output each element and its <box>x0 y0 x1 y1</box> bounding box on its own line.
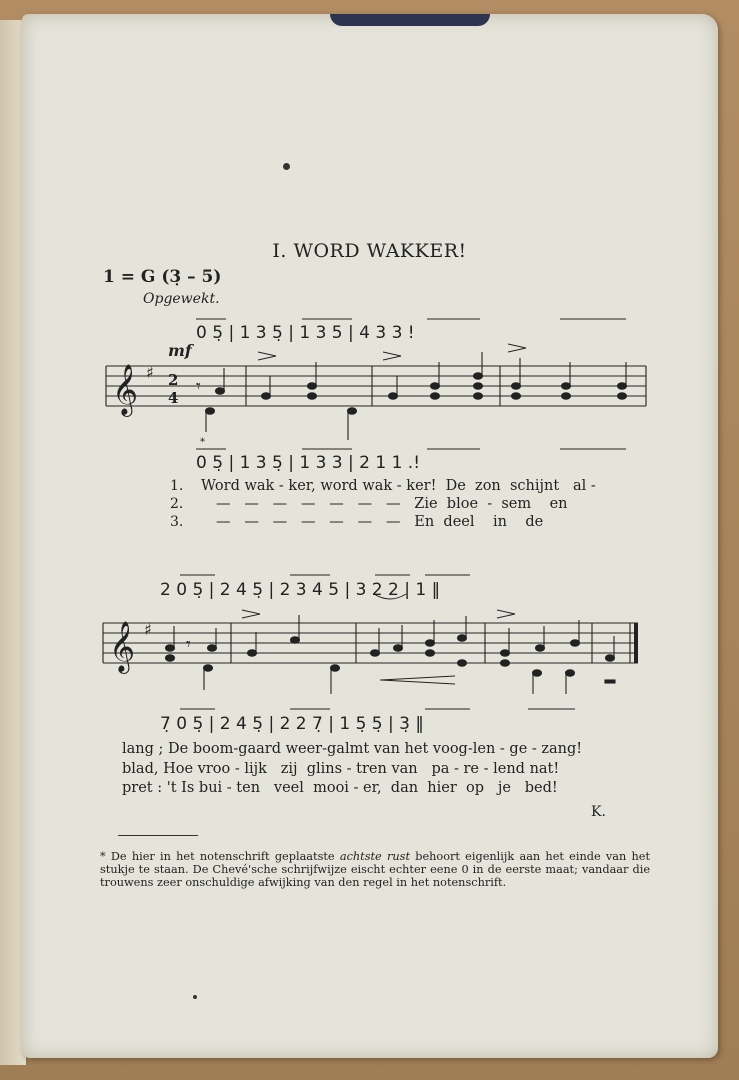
verse-number: 2. <box>170 496 184 512</box>
svg-text:♯: ♯ <box>146 363 154 382</box>
treble-clef-icon: 𝄞 <box>109 621 136 672</box>
svg-text:♯: ♯ <box>144 620 152 639</box>
footnote-rule <box>118 835 198 836</box>
lyric-line: pret : 't Is bui - ten veel mooi - er, dan hier op je bed! <box>122 780 558 796</box>
lower-numeral-line-2: 7̣ 0 5̣ | 2 4 5̣ | 2 2 7̣ | 1 5̣ 5̣ | 3̣ ‖ <box>160 714 424 734</box>
lower-numeral-line-1: 0 5̣ | 1 3 5̣ | 1 3 3 | 2 1 1 .! <box>196 453 421 473</box>
svg-text:mf: mf <box>168 341 192 360</box>
svg-text:4: 4 <box>168 389 179 407</box>
svg-text:*: * <box>200 437 205 448</box>
lyric-line: — — — — — — — En deel in de <box>216 514 544 530</box>
key-signature-text: 1 = G (3̣ – 5) <box>103 267 222 287</box>
svg-text:𝄾: 𝄾 <box>196 376 201 397</box>
lyric-line: Word wak - ker, word wak - ker! De zon schijnt al - <box>201 478 596 494</box>
verse-number: 1. <box>170 478 184 494</box>
upper-numeral-line-1: 0 5̣ | 1 3 5̣ | 1 3 5 | 4 3 3 ! <box>196 323 415 343</box>
svg-text:𝄾: 𝄾 <box>186 634 191 655</box>
upper-numeral-line-2: 2 0 5̣ | 2 4 5̣ | 2 3 4 5 | 3 2 2 | 1 ‖ <box>160 580 441 600</box>
song-title: I. WORD WAKKER! <box>272 240 467 262</box>
lyric-line: lang ; De boom-gaard weer-galmt van het voog-len - ge - zang! <box>122 741 583 757</box>
footnote: * De hier in het notenschrift geplaatste achtste rust behoort eigenlijk aan het einde van het stukje te staan. De Chevé'sche schrijfwijze eischt echter eene 0 in de eerste maat; vandaar die trouwens zeer onschuldige afwijking van den regel in het notenschrift. <box>100 850 650 889</box>
svg-text:2: 2 <box>168 371 179 389</box>
tempo-marking: Opgewekt. <box>143 291 220 307</box>
lyric-line: — — — — — — — Zie bloe - sem en <box>216 496 568 512</box>
verse-number: 3. <box>170 514 184 530</box>
lyric-line: blad, Hoe vroo - lijk zij glins - tren van pa - re - lend nat! <box>122 761 560 777</box>
treble-clef-icon: 𝄞 <box>112 364 139 415</box>
author-signature: K. <box>591 804 606 820</box>
